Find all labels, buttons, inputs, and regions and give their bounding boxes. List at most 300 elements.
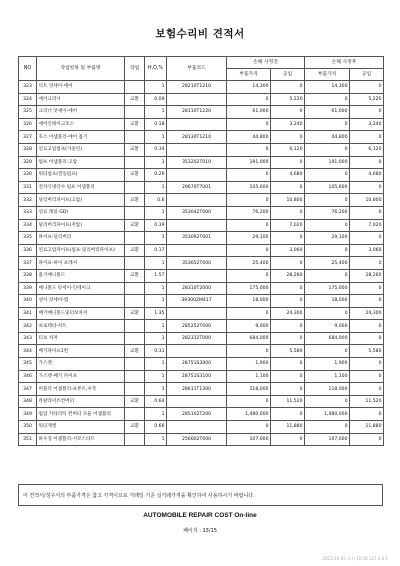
cell-no: 324 [19, 93, 37, 106]
cell-part-code: 28751S3000 [167, 358, 227, 371]
cell-item-name: 프로텍터-히트 [37, 320, 125, 333]
cell-no: 325 [19, 106, 37, 119]
cell-after-part-price: 0 [305, 269, 350, 282]
cell-before-labor: 6,120 [271, 143, 305, 156]
cell-work [125, 257, 145, 270]
cell-after-labor: 0 [350, 358, 384, 371]
cell-after-part-price: 0 [305, 421, 350, 434]
cell-hq: 1 [145, 320, 167, 333]
cell-item-name: 머플러 어셈블리-프론트,우측 [37, 383, 125, 396]
cell-work [125, 206, 145, 219]
cell-item-name: 워터재켓 [37, 421, 125, 434]
cell-after-labor: 0 [350, 131, 384, 144]
cell-no: 344 [19, 345, 37, 358]
cell-after-labor: 3,060 [350, 244, 384, 257]
cell-item-name: 딜리버리파이프(저압) [37, 219, 125, 232]
cell-part-code: 353202T010 [167, 156, 227, 169]
cell-after-part-price: 1,100 [305, 370, 350, 383]
cell-after-part-price: 0 [305, 307, 350, 320]
cell-no: 333 [19, 206, 37, 219]
cell-hq: 1.57 [145, 269, 167, 282]
cell-before-labor: 0 [271, 332, 305, 345]
cell-before-part-price: 191,000 [227, 156, 271, 169]
cell-before-labor: 5,580 [271, 345, 305, 358]
cell-before-part-price: 25,400 [227, 257, 271, 270]
cell-before-labor: 0 [271, 408, 305, 421]
cell-after-labor: 0 [350, 282, 384, 295]
cell-hq: 0.09 [145, 93, 167, 106]
table-row [19, 295, 384, 308]
table-row [19, 257, 384, 270]
table-row [19, 93, 384, 106]
cell-after-labor: 0 [350, 181, 384, 194]
cell-after-part-price: 25,400 [305, 257, 350, 270]
cell-no: 341 [19, 307, 37, 320]
table-body [19, 81, 384, 446]
table-row [19, 169, 384, 182]
cell-work [125, 320, 145, 333]
cell-after-part-price: 0 [305, 219, 350, 232]
cell-work [125, 156, 145, 169]
cell-part-code: 282312T000 [167, 332, 227, 345]
cell-no: 326 [19, 118, 37, 131]
cell-work [125, 81, 145, 94]
cell-no: 346 [19, 370, 37, 383]
cell-before-labor: 5,220 [271, 93, 305, 106]
cell-after-labor: 0 [350, 206, 384, 219]
cell-before-labor: 10,800 [271, 194, 305, 207]
cell-before-part-price: 0 [227, 244, 271, 257]
cell-part-code: 285252T000 [167, 320, 227, 333]
cell-after-part-price: 105,600 [305, 181, 350, 194]
cell-after-part-price: 191,000 [305, 156, 350, 169]
cell-no: 327 [19, 131, 37, 144]
table-row [19, 181, 384, 194]
cell-hq: 0.6 [145, 194, 167, 207]
col-header-code: 부품코드 [167, 57, 227, 81]
cell-before-part-price: 0 [227, 93, 271, 106]
cell-before-part-price: 18,000 [227, 295, 271, 308]
cell-before-part-price: 0 [227, 219, 271, 232]
cell-before-labor: 0 [271, 181, 305, 194]
cell-after-labor: 3,240 [350, 118, 384, 131]
cell-after-part-price: 76,200 [305, 206, 350, 219]
estimate-table [18, 56, 384, 446]
cell-hq: 1 [145, 358, 167, 371]
cell-after-part-price: 61,000 [305, 106, 350, 119]
cell-before-part-price: 9,000 [227, 320, 271, 333]
cell-before-labor: 3,060 [271, 244, 305, 257]
col-header-work: 작업 [125, 57, 145, 81]
cell-work: 교환 [125, 143, 145, 156]
cell-item-name: 딜리버리파이프(고압) [37, 194, 125, 207]
cell-part-code: 393002M417 [167, 295, 227, 308]
table-row [19, 320, 384, 333]
cell-before-labor: 0 [271, 156, 305, 169]
cell-hq: 1 [145, 370, 167, 383]
cell-after-labor: 4,680 [350, 169, 384, 182]
cell-item-name: 연료고압펌프(가솔린) [37, 143, 125, 156]
cell-hq: 1 [145, 181, 167, 194]
cell-part-code: 28210T1210 [167, 81, 227, 94]
cell-after-part-price: 684,000 [305, 332, 350, 345]
cell-item-name: 호스 어셈블리-에어 흡기 [37, 131, 125, 144]
cell-hq: 1 [145, 332, 167, 345]
cell-after-part-price: 118,000 [305, 383, 350, 396]
cell-after-labor: 11,880 [350, 421, 384, 434]
cell-item-name: 가스켓-배기 파이프 [37, 370, 125, 383]
table-row [19, 282, 384, 295]
cell-hq: 1 [145, 131, 167, 144]
cell-part-code [167, 269, 227, 282]
cell-no: 349 [19, 408, 37, 421]
cell-part-code: 353652T000 [167, 257, 227, 270]
cell-before-labor: 0 [271, 106, 305, 119]
col-header-hq: H,Q,% [145, 57, 167, 81]
cell-hq: 0.66 [145, 421, 167, 434]
document-title: 보험수리비 견적서 [155, 28, 245, 40]
cell-item-name: 펌프 어셈블리-고압 [37, 156, 125, 169]
cell-before-part-price: 0 [227, 118, 271, 131]
cell-before-part-price: 1,480,000 [227, 408, 271, 421]
col-header-no: NO [19, 57, 37, 81]
cell-after-labor: 5,220 [350, 93, 384, 106]
cell-part-code: 285102T200 [167, 408, 227, 421]
cell-before-labor: 0 [271, 370, 305, 383]
cell-after-labor: 6,120 [350, 143, 384, 156]
cell-no: 340 [19, 295, 37, 308]
table-row [19, 244, 384, 257]
table-row [19, 395, 384, 408]
cell-work: 교환 [125, 244, 145, 257]
cell-before-part-price: 0 [227, 345, 271, 358]
cell-item-name: 가스켓 [37, 358, 125, 371]
cell-before-labor: 0 [271, 295, 305, 308]
cell-before-part-price: 0 [227, 143, 271, 156]
cell-work: 교환 [125, 219, 145, 232]
cell-before-part-price: 107,000 [227, 433, 271, 446]
cell-hq: 1 [145, 282, 167, 295]
col-header-after: 손해 사정후 [305, 57, 384, 69]
print-stamp: 2023-10-05 오전 10:58 127.0.0.1 [322, 556, 388, 561]
cell-after-part-price: 0 [305, 345, 350, 358]
cell-work: 교환 [125, 307, 145, 320]
cell-work: 교환 [125, 169, 145, 182]
cell-part-code [167, 421, 227, 434]
table-row [19, 269, 384, 282]
table-row [19, 131, 384, 144]
cell-before-part-price: 0 [227, 269, 271, 282]
cell-before-labor: 24,300 [271, 307, 305, 320]
cell-no: 330 [19, 169, 37, 182]
cell-hq: 0.34 [145, 143, 167, 156]
cell-after-part-price: 1,900 [305, 358, 350, 371]
cell-before-labor: 0 [271, 282, 305, 295]
col-header-before-part: 부품가격 [227, 69, 271, 81]
cell-after-part-price: 9,000 [305, 320, 350, 333]
cell-item-name: 파이프-하이 프레셔 [37, 257, 125, 270]
cell-before-labor: 0 [271, 320, 305, 333]
col-header-after-labor: 공임 [350, 69, 384, 81]
cell-before-part-price: 76,200 [227, 206, 271, 219]
cell-part-code: 28310T2000 [167, 282, 227, 295]
cell-no: 334 [19, 219, 37, 232]
cell-hq: 0.18 [145, 118, 167, 131]
cell-before-part-price: 0 [227, 395, 271, 408]
cell-after-labor: 0 [350, 370, 384, 383]
cell-hq: 1 [145, 433, 167, 446]
cell-after-part-price: 44,800 [305, 131, 350, 144]
cell-no: 342 [19, 320, 37, 333]
cell-before-part-price: 0 [227, 421, 271, 434]
table-row [19, 421, 384, 434]
cell-before-labor: 0 [271, 81, 305, 94]
cell-part-code: 353042T000 [167, 206, 227, 219]
cell-part-code [167, 345, 227, 358]
cell-no: 348 [19, 395, 37, 408]
cell-before-part-price: 0 [227, 194, 271, 207]
footer-brand: AUTOMOBILE REPAIR COST On-line [143, 512, 257, 519]
cell-before-labor: 0 [271, 358, 305, 371]
table-row [19, 206, 384, 219]
col-header-after-part: 부품가격 [305, 69, 350, 81]
cell-after-part-price: 0 [305, 244, 350, 257]
cell-after-part-price: 0 [305, 93, 350, 106]
cell-before-labor: 0 [271, 257, 305, 270]
cell-hq: 1 [145, 408, 167, 421]
cell-item-name: 에어크리너 [37, 93, 125, 106]
cell-after-part-price: 0 [305, 395, 350, 408]
cell-before-labor: 4,680 [271, 169, 305, 182]
cell-no: 332 [19, 194, 37, 207]
cell-after-part-price: 29,100 [305, 232, 350, 245]
cell-after-labor: 0 [350, 232, 384, 245]
cell-work [125, 181, 145, 194]
cell-part-code [167, 244, 227, 257]
table-row [19, 370, 384, 383]
cell-no: 323 [19, 81, 37, 94]
table-row [19, 408, 384, 421]
table-row [19, 106, 384, 119]
cell-after-part-price: 0 [305, 169, 350, 182]
cell-work: 교환 [125, 194, 145, 207]
cell-after-labor: 0 [350, 332, 384, 345]
cell-after-part-price: 107,000 [305, 433, 350, 446]
cell-work: 교환 [125, 269, 145, 282]
cell-hq: 1 [145, 106, 167, 119]
cell-part-code: 28611T1300 [167, 383, 227, 396]
cell-after-labor: 7,020 [350, 219, 384, 232]
cell-item-name: 연료고압파이프(펌프-딜리버리파이프) [37, 244, 125, 257]
cell-after-labor: 0 [350, 408, 384, 421]
cell-work: 교환 [125, 118, 145, 131]
cell-before-labor: 11,880 [271, 421, 305, 434]
cell-hq: 0.17 [145, 244, 167, 257]
cell-no: 343 [19, 332, 37, 345]
cell-item-name: 웜업 카타리틱 컨버터 모듈 어셈블리 [37, 408, 125, 421]
cell-item-name: 터보 차저 [37, 332, 125, 345]
cell-before-labor: 7,020 [271, 219, 305, 232]
cell-work: 교환 [125, 93, 145, 106]
table-row [19, 232, 384, 245]
table-row [19, 81, 384, 94]
cell-after-labor: 10,800 [350, 194, 384, 207]
cell-item-name: 하우징 어셈블리-서모스타트 [37, 433, 125, 446]
cell-item-name: 연료 레일-GDI [37, 206, 125, 219]
cell-before-part-price: 1,100 [227, 370, 271, 383]
cell-before-labor: 0 [271, 383, 305, 396]
cell-part-code: 29670T7001 [167, 181, 227, 194]
cell-part-code [167, 194, 227, 207]
table-row [19, 156, 384, 169]
table-row [19, 345, 384, 358]
table-row [19, 358, 384, 371]
col-header-before-labor: 공임 [271, 69, 305, 81]
cell-after-part-price: 0 [305, 118, 350, 131]
cell-after-labor: 0 [350, 433, 384, 446]
cell-work: 교환 [125, 395, 145, 408]
cell-work: 교환 [125, 421, 145, 434]
cell-before-labor: 28,260 [271, 269, 305, 282]
cell-hq: 1.35 [145, 307, 167, 320]
cell-work [125, 383, 145, 396]
cell-after-labor: 0 [350, 320, 384, 333]
cell-before-part-price: 0 [227, 307, 271, 320]
cell-before-part-price: 684,000 [227, 332, 271, 345]
cell-work [125, 332, 145, 345]
cell-after-labor: 0 [350, 81, 384, 94]
cell-before-part-price: 105,600 [227, 181, 271, 194]
cell-after-labor: 0 [350, 383, 384, 396]
table-row [19, 433, 384, 446]
cell-after-part-price: 175,000 [305, 282, 350, 295]
cell-before-part-price: 29,100 [227, 232, 271, 245]
cell-hq: 1 [145, 156, 167, 169]
cell-work [125, 358, 145, 371]
cell-after-part-price: 0 [305, 194, 350, 207]
cell-after-labor: 24,300 [350, 307, 384, 320]
cell-work [125, 295, 145, 308]
cell-no: 351 [19, 433, 37, 446]
table-row [19, 194, 384, 207]
cell-item-name: 파이프-딜리버리 [37, 232, 125, 245]
cell-before-part-price: 61,000 [227, 106, 271, 119]
col-header-before: 손해 사정전 [227, 57, 305, 69]
cell-part-code [167, 307, 227, 320]
cell-hq: 1 [145, 81, 167, 94]
cell-item-name: 덕트 앗세이-에어 [37, 81, 125, 94]
cell-item-name: 흡기매니폴드 [37, 269, 125, 282]
header-row-1 [19, 57, 384, 69]
cell-after-part-price: 18,000 [305, 295, 350, 308]
cell-work [125, 408, 145, 421]
cell-part-code [167, 219, 227, 232]
cell-hq: 1 [145, 257, 167, 270]
cell-no: 337 [19, 257, 37, 270]
cell-item-name: 배기매니폴드및터보차저 [37, 307, 125, 320]
table-row [19, 219, 384, 232]
cell-work [125, 433, 145, 446]
cell-part-code [167, 169, 227, 182]
cell-item-name: 크리너 앗세이-에어 [37, 106, 125, 119]
cell-after-labor: 28,260 [350, 269, 384, 282]
cell-before-labor: 11,520 [271, 395, 305, 408]
cell-before-labor: 0 [271, 131, 305, 144]
cell-part-code [167, 395, 227, 408]
cell-item-name: 에어인테이크호스 [37, 118, 125, 131]
cell-before-part-price: 0 [227, 169, 271, 182]
cell-hq: 1 [145, 232, 167, 245]
cell-before-labor: 0 [271, 433, 305, 446]
cell-before-part-price: 175,000 [227, 282, 271, 295]
cell-hq: 0.64 [145, 395, 167, 408]
cell-work: 교환 [125, 345, 145, 358]
cell-item-name: 센서 앗세이-맵 [37, 295, 125, 308]
cell-before-part-price: 1,900 [227, 358, 271, 371]
table-row [19, 332, 384, 345]
cell-after-labor: 11,520 [350, 395, 384, 408]
cell-part-code: 28751S3100 [167, 370, 227, 383]
cell-after-labor: 0 [350, 106, 384, 119]
cell-item-name: 전자식냉각수 펌프 어셈블리 [37, 181, 125, 194]
cell-after-labor: 0 [350, 257, 384, 270]
cell-item-name: 배기파이프1번 [37, 345, 125, 358]
cell-no: 350 [19, 421, 37, 434]
cell-part-code [167, 93, 227, 106]
cell-hq: 0.39 [145, 219, 167, 232]
cell-work [125, 106, 145, 119]
cell-after-part-price: 14,300 [305, 81, 350, 94]
cell-no: 338 [19, 269, 37, 282]
cell-after-labor: 0 [350, 156, 384, 169]
cell-before-labor: 3,240 [271, 118, 305, 131]
cell-item-name: 워터펌프(전동펌프) [37, 169, 125, 182]
table-row [19, 118, 384, 131]
cell-after-part-price: 0 [305, 143, 350, 156]
cell-no: 335 [19, 232, 37, 245]
cell-hq: 1 [145, 295, 167, 308]
cell-before-part-price: 118,000 [227, 383, 271, 396]
cell-no: 336 [19, 244, 37, 257]
cell-item-name: 라탈라이즈컨버터 [37, 395, 125, 408]
disclaimer-note: 이 견적서/청구서의 부품가격은 참고 가격이므로 거래일 기준 실거래가격을 확인하여 사용하시기 바랍니다. [18, 484, 383, 506]
cell-before-labor: 0 [271, 206, 305, 219]
cell-before-part-price: 14,300 [227, 81, 271, 94]
cell-hq: 0.26 [145, 169, 167, 182]
table-row [19, 307, 384, 320]
cell-no: 339 [19, 282, 37, 295]
cell-work [125, 131, 145, 144]
cell-no: 331 [19, 181, 37, 194]
table-row [19, 383, 384, 396]
cell-part-code: 353092T001 [167, 232, 227, 245]
cell-work [125, 370, 145, 383]
cell-part-code: 28110T1220 [167, 106, 227, 119]
cell-item-name: 매니폴드 앗세이-인테이크 [37, 282, 125, 295]
cell-hq: 1 [145, 206, 167, 219]
cell-no: 329 [19, 156, 37, 169]
cell-no: 347 [19, 383, 37, 396]
cell-part-code [167, 143, 227, 156]
cell-before-part-price: 44,800 [227, 131, 271, 144]
cell-after-labor: 0 [350, 295, 384, 308]
cell-work [125, 232, 145, 245]
col-header-item: 작업항목 및 부품명 [37, 57, 125, 81]
cell-after-part-price: 1,480,000 [305, 408, 350, 421]
cell-part-code: 256002T000 [167, 433, 227, 446]
cell-hq: 1 [145, 383, 167, 396]
cell-before-labor: 0 [271, 232, 305, 245]
